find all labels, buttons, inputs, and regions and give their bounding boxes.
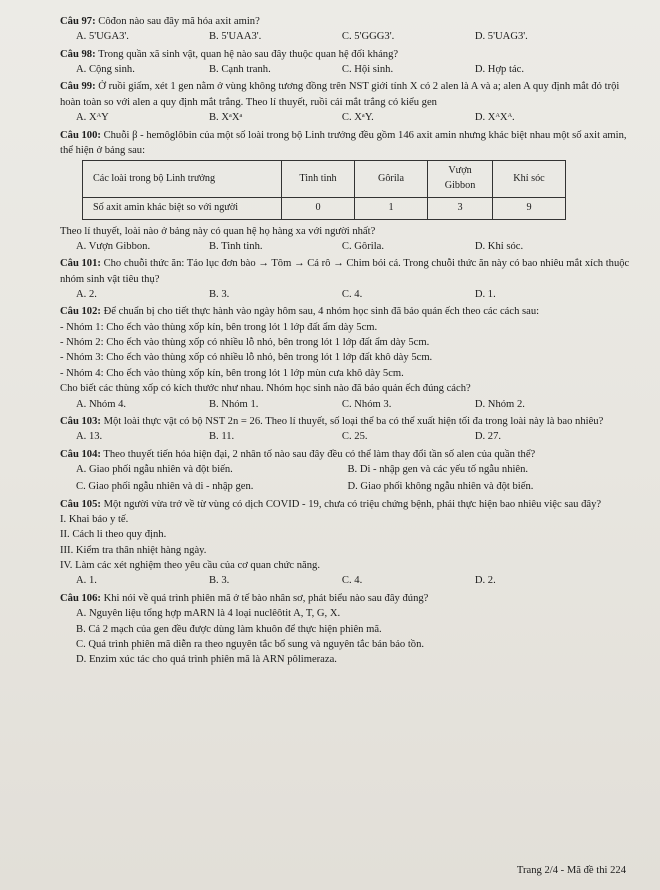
question-number: Câu 103: [60,415,101,427]
statement-line: - Nhóm 1: Cho ếch vào thùng xốp kín, bên trong lót 1 lớp đất ẩm dày 5cm. [60,321,378,333]
table-cell: 3 [428,197,493,219]
table-cell: 0 [282,197,355,219]
options [76,462,630,477]
question-text: Một loài thực vật có bộ NST 2n = 26. Theo lí thuyết, số loại thể ba có thể xuất hiện tối đa trong loài này là bao nhiêu? [103,415,604,427]
option-a: A. Nguyên liệu tổng hợp mARN là 4 loại nuclêôtit A, T, G, X. [76,608,341,620]
question-text: Côđon nào sau đây mã hóa axit amin? [98,16,260,27]
question-104 [60,447,630,495]
option-d: D. Hợp tác. [474,64,525,76]
statement-line: - Nhóm 3: Cho ếch vào thùng xốp có nhiều lỗ nhỏ, bên trong lót 1 lớp đất khô dày 5cm. [60,352,433,364]
option-c: C. 25. [341,431,368,443]
option-b: B. 3. [208,575,230,587]
option-c: C. XᵃY. [341,112,374,124]
option-b: B. Cạnh tranh. [208,64,271,76]
option-c: C. Gôrila. [341,240,384,252]
options [76,287,630,302]
question-97 [60,14,630,45]
option-d: D. 1. [474,289,496,301]
question-101 [60,256,630,302]
table-row [83,197,566,219]
statement-line: III. Kiểm tra thân nhiệt hàng ngày. [60,544,207,556]
statement-line: - Nhóm 2: Cho ếch vào thùng xốp có nhiều lỗ nhỏ, bên trong lót 1 lớp đất ẩm dày 5cm. [60,337,430,349]
table-header-cell: Các loài trong bộ Linh trưởng [83,161,282,198]
options [76,239,630,254]
option-d: D. Khỉ sóc. [474,240,524,252]
option-a: A. Nhóm 4. [76,398,127,410]
question-105 [60,497,630,589]
option-a: A. Giao phối ngẫu nhiên và đột biến. [76,463,233,475]
question-103 [60,414,630,445]
option-a: A. 5'UGA3'. [76,31,129,43]
option-d: D. 2. [474,575,496,587]
option-a: A. XᴬY [76,112,109,124]
page-footer: Trang 2/4 - Mã đề thi 224 [516,864,626,876]
option-b: B. XᵃXᵃ [208,112,243,124]
option-b: B. Cả 2 mạch của gen đều được dùng làm khuôn để thực hiện phiên mã. [76,623,382,635]
option-c: C. Hội sinh. [341,64,394,76]
table-cell: Số axit amin khác biệt so với người [83,197,282,219]
table-header-cell: Khỉ sóc [493,161,566,198]
option-b: B. Di - nhập gen và các yếu tố ngẫu nhiên. [347,463,529,475]
option-d: D. Nhóm 2. [474,398,525,410]
option-d: D. 27. [474,431,502,443]
table-header-cell: Gôrila [355,161,428,198]
statement-line: I. Khai báo y tế. [60,514,129,526]
question-number: Câu 100: [60,129,101,141]
question-99 [60,79,630,125]
question-number: Câu 97: [60,16,96,27]
question-number: Câu 105: [60,498,101,510]
option-a: A. Cộng sinh. [76,64,135,76]
option-a: A. Vượn Gibbon. [76,240,151,252]
question-text-after: Theo lí thuyết, loài nào ở bảng này có quan hệ họ hàng xa với người nhất? [60,225,376,237]
question-102 [60,304,630,412]
question-text: Ở ruồi giấm, xét 1 gen nằm ở vùng không tương đồng trên NST giới tính X có 2 alen là A và a; alen A quy định mắt đỏ trội hoàn toàn so với alen a quy định mắt trắng. Theo lí thuyết, ruồi cái mắt trắng có kiểu gen [60,81,620,108]
option-a: A. 13. [76,431,103,443]
table-cell: 9 [493,197,566,219]
options [76,397,630,412]
statement-line: Cho biết các thùng xốp có kích thước như nhau. Nhóm học sinh nào đã bảo quản ếch đúng cách? [60,383,471,395]
question-number: Câu 99: [60,81,96,93]
table-header-row [83,161,566,198]
option-b: B. Nhóm 1. [208,398,259,410]
options [76,62,630,77]
options [76,429,630,444]
option-a: A. 2. [76,289,97,301]
options [76,110,630,125]
amino-acid-table [82,160,566,219]
table-header-cell: Tinh tinh [282,161,355,198]
question-text: Cho chuỗi thức ăn: Tảo lục đơn bào → Tôm → Cá rô → Chim bói cá. Trong chuỗi thức ăn này có bao nhiêu mắt xích thuộc nhóm sinh vật tiêu thụ? [60,258,630,285]
question-106 [60,591,630,668]
question-text: Để chuẩn bị cho tiết thực hành vào ngày hôm sau, 4 nhóm học sinh đã bảo quản ếch theo các cách sau: [103,306,540,318]
option-c: C. 4. [341,575,363,587]
option-d: D. Giao phối không ngẫu nhiên và đột biến. [347,481,534,493]
option-d: D. Enzim xúc tác cho quá trình phiên mã là ARN pôlimeraza. [76,654,337,666]
question-98 [60,47,630,78]
option-c: C. Nhóm 3. [341,398,392,410]
table-header-cell: Vượn Gibbon [428,161,493,198]
question-text: Theo thuyết tiến hóa hiện đại, 2 nhân tố nào sau đây đều có thể làm thay đổi tần số alen của quần thể? [103,448,536,460]
options [76,573,630,588]
options [76,29,630,44]
table-cell: 1 [355,197,428,219]
question-text: Chuỗi β - hemôglôbin của một số loài trong bộ Linh trưởng đều gồm 146 axit amin nhưng khác biệt nhau một số axit amin, thể hiện ở bảng sau: [60,129,627,156]
option-c: C. 5'GGG3'. [341,31,395,43]
option-b: B. 11. [208,431,235,443]
question-number: Câu 104: [60,448,101,460]
question-text: Khi nói về quá trình phiên mã ở tế bào nhân sơ, phát biểu nào sau đây đúng? [103,592,429,604]
option-c: C. Giao phối ngẫu nhiên và di - nhập gen. [76,481,254,493]
statement-line: II. Cách li theo quy định. [60,529,167,541]
option-b: B. Tinh tinh. [208,240,263,252]
option-c: C. 4. [341,289,363,301]
option-d: D. XᴬXᴬ. [474,112,515,124]
question-number: Câu 106: [60,592,101,604]
question-100 [60,128,630,255]
option-a: A. 1. [76,575,97,587]
option-b: B. 3. [208,289,230,301]
statement-line: IV. Làm các xét nghiệm theo yêu cầu của cơ quan chức năng. [60,560,320,572]
option-c: C. Quá trình phiên mã diễn ra theo nguyên tắc bổ sung và nguyên tắc bán bảo tồn. [76,638,425,650]
options [76,479,630,494]
question-text: Trong quần xã sinh vật, quan hệ nào sau đây thuộc quan hệ đối kháng? [98,48,399,60]
question-number: Câu 101: [60,258,101,270]
option-b: B. 5'UAA3'. [208,31,262,43]
question-text: Một người vừa trở về từ vùng có dịch COVID - 19, chưa có triệu chứng bệnh, phải thực hiện bao nhiêu việc sau đây? [103,498,602,510]
statement-line: - Nhóm 4: Cho ếch vào thùng xốp kín, bên trong lót 1 lớp mùn cưa khô dày 5cm. [60,367,404,379]
option-d: D. 5'UAG3'. [474,31,528,43]
question-number: Câu 102: [60,306,101,318]
question-number: Câu 98: [60,48,96,60]
